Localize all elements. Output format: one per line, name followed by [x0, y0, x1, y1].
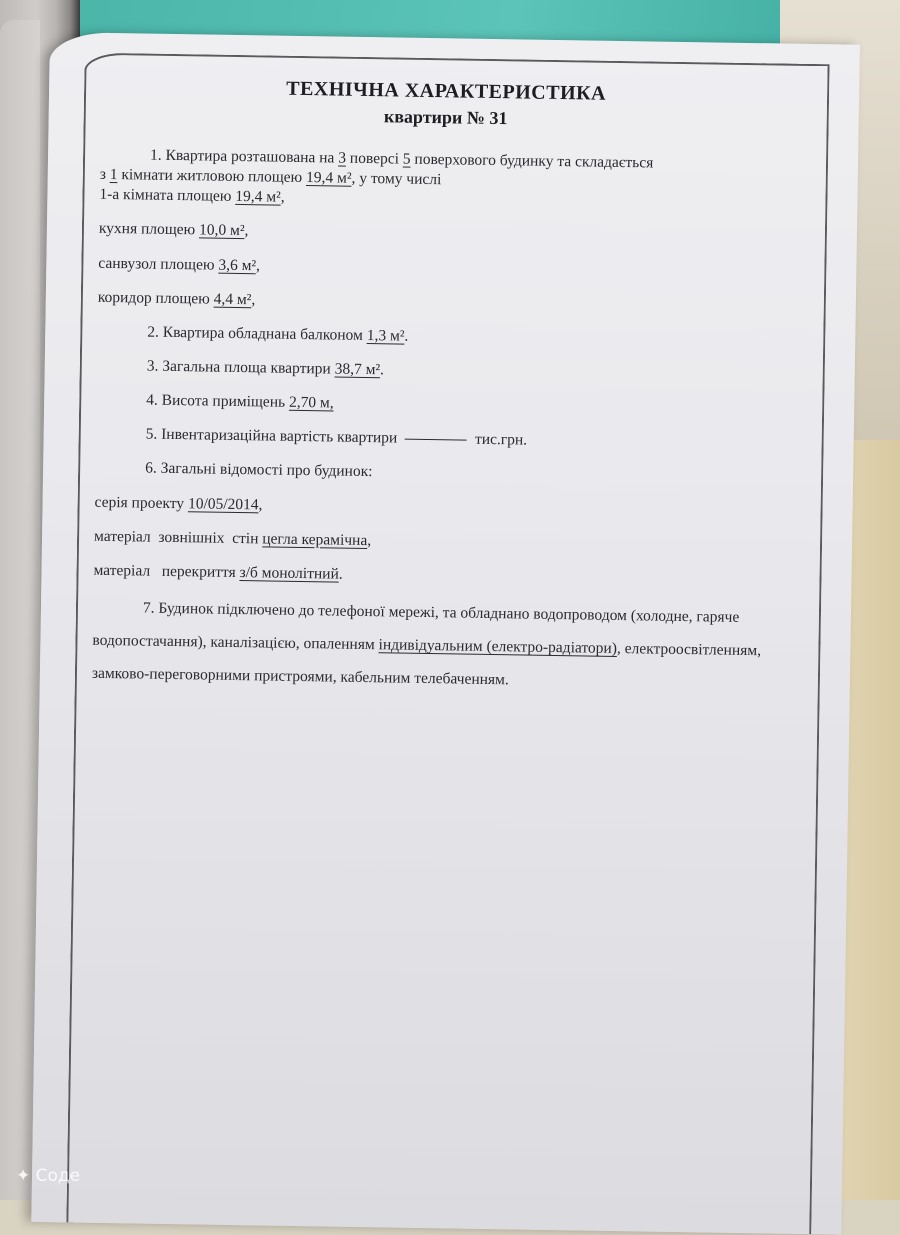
- building-info-label: 6. Загальні відомості про будинок:: [145, 459, 373, 481]
- bathroom-label: санвузол площею: [98, 254, 215, 274]
- corridor-line: коридор площею 4,4 м²,: [97, 288, 256, 308]
- heating-type-value: індивідуальним (електро-радіатори): [378, 636, 618, 657]
- item-1-text: поверхового будинку та складається: [414, 150, 654, 172]
- document-page: [31, 32, 860, 1235]
- item-1-text: , у тому числі: [351, 169, 442, 189]
- inventory-value-label: 5. Інвентаризаційна вартість квартири: [145, 425, 398, 447]
- rooms-value: 1: [109, 166, 118, 184]
- series-value: 10/05/2014: [187, 494, 259, 513]
- inventory-value-unit: тис.грн.: [474, 430, 528, 449]
- balcony-area-value: 1,3 м²: [366, 326, 405, 345]
- item-1-text: з: [99, 165, 107, 184]
- room1-line: 1-а кімната площею 19,4 м²,: [99, 186, 285, 206]
- walls-value: цегла керамічна: [262, 530, 368, 549]
- total-area-label: 3. Загальна площа квартири: [146, 357, 331, 378]
- kitchen-label: кухня площею: [98, 220, 196, 239]
- item-7-paragraph: [92, 591, 783, 701]
- item-7-text: , електроосвітленням, замково-переговорними пристроями, кабельним телебаченням.: [91, 639, 762, 689]
- item-1-text: поверсі: [349, 149, 400, 168]
- total-area-value: 38,7 м²: [334, 360, 381, 379]
- inventory-value-blank: [405, 439, 467, 441]
- item-1-text: 1. Квартира розташована на: [149, 146, 335, 167]
- bathroom-area-value: 3,6 м²: [218, 256, 257, 274]
- item-2-line: 2. Квартира обладнана балконом 1,3 м².: [147, 323, 409, 345]
- living-area-value: 19,4 м²: [305, 169, 352, 187]
- series-line: серія проекту 10/05/2014,: [94, 493, 263, 513]
- ceiling-material-value: з/б монолітний: [239, 563, 339, 583]
- kitchen-area-value: 10,0 м²: [198, 221, 245, 240]
- watermark-overlay: ✦ Соде: [16, 1166, 81, 1186]
- floor-value: 3: [338, 149, 347, 167]
- document-subtitle: квартири № 31: [383, 106, 508, 129]
- series-label: серія проекту: [94, 493, 185, 512]
- room1-label: 1-а кімната площею: [99, 186, 232, 206]
- floors-total-value: 5: [402, 150, 411, 168]
- balcony-label: 2. Квартира обладнана балконом: [147, 323, 364, 344]
- bathroom-line: санвузол площею 3,6 м²,: [98, 254, 261, 274]
- ceiling-material-label: матеріал перекриття: [93, 561, 236, 581]
- ceiling-line: матеріал перекриття з/б монолітний.: [93, 561, 343, 583]
- corridor-area-value: 4,4 м²: [213, 290, 252, 308]
- item-7-text: 7. Будинок підключено до телефоної мережі, та обладнано водопроводом (холодне, гаряче водопостачання), каналізацією, опаленням: [92, 599, 740, 654]
- kitchen-line: кухня площею 10,0 м²,: [98, 220, 249, 240]
- walls-label: матеріал зовнішніх стін: [93, 527, 259, 548]
- room1-area-value: 19,4 м²: [235, 188, 281, 206]
- corridor-label: коридор площею: [97, 288, 210, 308]
- ceiling-height-value: 2,70 м,: [288, 393, 334, 412]
- document-title: ТЕХНІЧНА ХАРАКТЕРИСТИКА: [286, 77, 607, 105]
- item-1-text: кімнати житловою площею: [121, 166, 303, 187]
- item-3-line: 3. Загальна площа квартири 38,7 м².: [146, 357, 385, 379]
- ceiling-height-label: 4. Висота приміщень: [146, 391, 286, 411]
- document-content: [92, 75, 792, 701]
- walls-line: матеріал зовнішніх стін цегла керамічна,: [93, 527, 372, 549]
